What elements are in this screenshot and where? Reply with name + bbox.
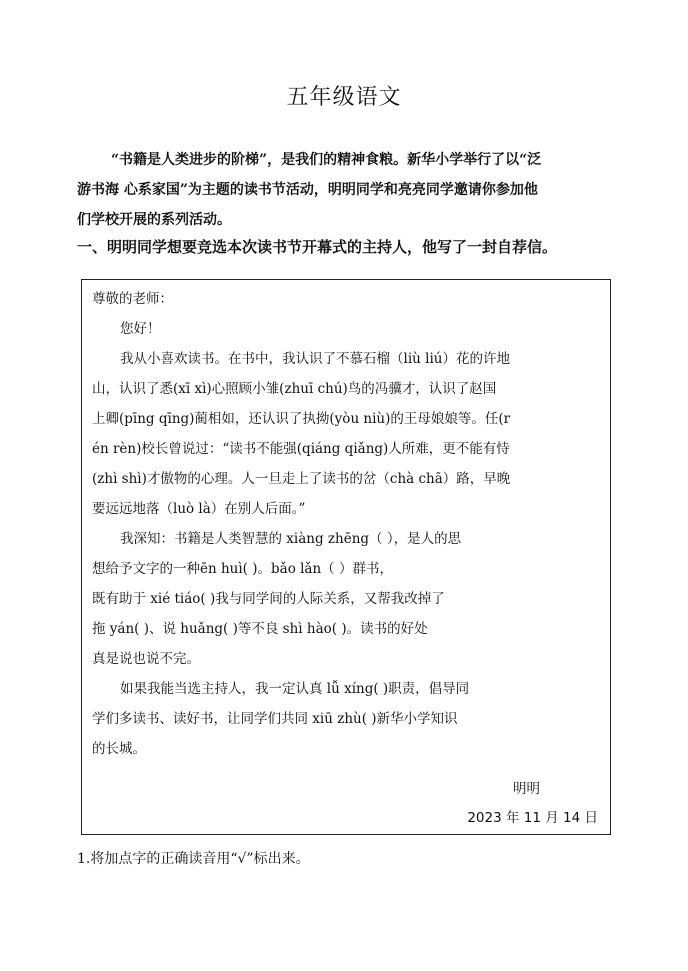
intro-paragraph xyxy=(77,145,617,235)
letter-line: 真是说也说不完。 xyxy=(92,651,200,667)
letter-date: 2023 年 11 月 14 日 xyxy=(467,810,598,826)
letter-line: 想给予文字的一种ēn huì( )。bǎo lǎn（ ）群书， xyxy=(92,561,393,577)
letter-line: 拖 yán( )、说 huǎng( )等不良 shì hào( )。读书的好处 xyxy=(92,621,428,637)
letter-line: 既有助于 xié tiáo( )我与同学间的人际关系，又帮我改掉了 xyxy=(92,591,445,607)
letter-line: 要远远地落（luò là）在别人后面。” xyxy=(92,501,306,517)
intro-line: “书籍是人类进步的阶梯”，是我们的精神食粮。新华小学举行了以“泛 xyxy=(111,152,542,168)
intro-line: 们学校开展的系列活动。 xyxy=(77,212,231,228)
page-title: 五年级语文 xyxy=(286,85,402,110)
letter-box xyxy=(81,279,611,835)
letter-line: 的长城。 xyxy=(92,741,146,757)
letter-greeting: 您好！ xyxy=(120,321,161,337)
letter-line: én rèn)校长曾说过：“读书不能强(qiáng qiǎng)人所难，更不能有恃 xyxy=(92,441,510,457)
letter-body xyxy=(92,284,604,764)
letter-line: 如果我能当选主持人，我一定认真 lǚ xíng( )职责，倡导同 xyxy=(120,681,470,697)
letter-line: 上卿(pīng qīng)蔺相如，还认识了执拗(yòu niù)的王母娘娘等。任(r xyxy=(92,411,511,427)
letter-signature: 明明 xyxy=(513,781,540,797)
letter-line: (zhì shì)才傲物的心理。人一旦走上了读书的岔（chà chā）路，早晚 xyxy=(92,471,511,487)
letter-line: 我从小喜欢读书。在书中，我认识了不慕石榴（liù liú）花的许地 xyxy=(120,351,510,367)
section-1-heading: 一、明明同学想要竞选本次读书节开幕式的主持人，他写了一封自荐信。 xyxy=(77,238,558,256)
question-1: 1.将加点字的正确读音用“√”标出来。 xyxy=(77,851,310,867)
letter-line: 山，认识了悉(xī xì)心照顾小雏(zhuī chú)鸟的冯骥才，认识了赵国 xyxy=(92,381,497,397)
intro-line: 游书海 心系家国”为主题的读书节活动，明明同学和亮亮同学邀请你参加他 xyxy=(77,182,538,198)
letter-salutation: 尊敬的老师： xyxy=(92,291,173,307)
letter-line: 学们多读书、读好书，让同学们共同 xiū zhù( )新华小学知识 xyxy=(92,711,458,727)
letter-line: 我深知：书籍是人类智慧的 xiàng zhēng（ ），是人的思 xyxy=(120,531,462,547)
